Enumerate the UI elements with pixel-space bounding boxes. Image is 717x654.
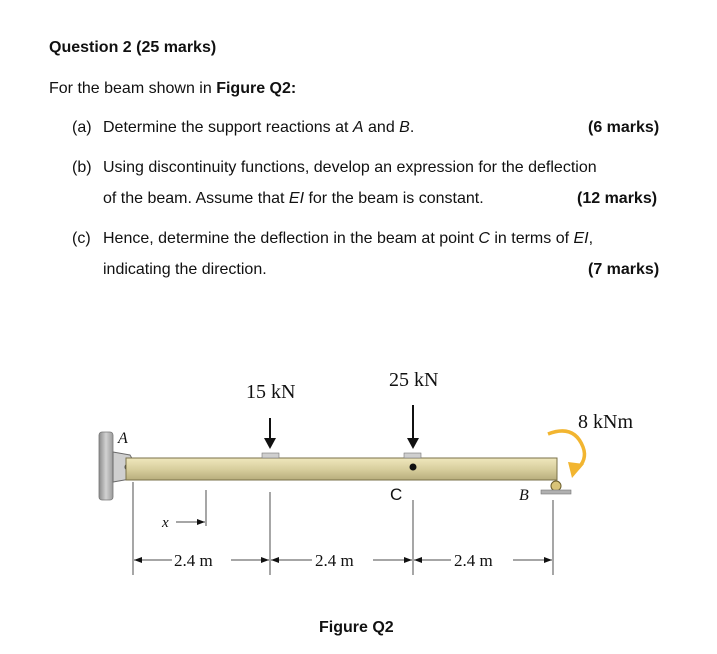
- roller-icon: [551, 481, 561, 491]
- part-b-marks: (12 marks): [577, 190, 658, 207]
- load1-arrow-icon: [264, 438, 276, 449]
- part-b-line2-a: of the beam. Assume that: [103, 190, 289, 207]
- part-c-line1-EI: EI: [573, 230, 589, 247]
- part-a-text-A: A: [352, 119, 364, 136]
- part-c-line1-c: in terms of: [489, 230, 574, 247]
- moment-label: 8 kNm: [578, 411, 633, 433]
- part-a-text-B: B: [399, 119, 410, 136]
- load2-pad: [404, 453, 421, 458]
- part-b-label: (b): [72, 159, 92, 176]
- load2-label: 25 kN: [389, 369, 439, 391]
- intro-prefix: For the beam shown in: [49, 80, 217, 97]
- part-a-text-end: .: [409, 119, 415, 136]
- dim3-label: 2.4 m: [454, 551, 493, 570]
- part-c-line1-a: Hence, determine the deflection in the beam at point: [103, 230, 479, 247]
- point-c-dot: [410, 464, 417, 471]
- roller-ground: [541, 490, 571, 494]
- part-c-line2: indicating the direction.: [103, 261, 267, 278]
- label-b: B: [519, 487, 529, 504]
- part-c-line1-e: ,: [588, 230, 594, 247]
- part-a-marks: (6 marks): [588, 119, 660, 136]
- figure-caption: Figure Q2: [319, 619, 394, 636]
- part-b-line2-EI: EI: [288, 190, 305, 207]
- part-a-text-and: and: [363, 119, 400, 136]
- part-a-text-1: Determine the support reactions at: [103, 119, 353, 136]
- part-b-line2-c: for the beam is constant.: [304, 190, 484, 207]
- intro-figure-ref: Figure Q2:: [216, 80, 297, 97]
- part-b-line1: Using discontinuity functions, develop an expression for the deflection: [103, 159, 597, 176]
- moment-arrow-icon: [568, 462, 584, 478]
- label-a: A: [118, 430, 128, 447]
- label-x: x: [162, 515, 169, 531]
- dim2-label: 2.4 m: [315, 551, 354, 570]
- load1-label: 15 kN: [246, 381, 296, 403]
- part-a-label: (a): [72, 119, 92, 136]
- part-c-marks: (7 marks): [588, 261, 660, 278]
- wall-support: [99, 432, 113, 500]
- load1-pad: [262, 453, 279, 458]
- dim1-label: 2.4 m: [174, 551, 213, 570]
- part-c-label: (c): [72, 230, 91, 247]
- label-c: C: [390, 485, 403, 504]
- beam: [126, 458, 557, 480]
- load2-arrow-icon: [407, 438, 419, 449]
- part-c-line1-C: C: [478, 230, 490, 247]
- question-heading: Question 2 (25 marks): [49, 39, 217, 56]
